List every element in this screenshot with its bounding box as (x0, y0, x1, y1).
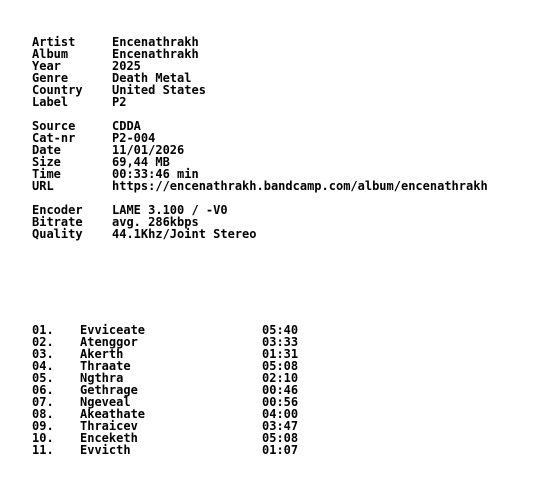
info-value: United States (112, 83, 206, 97)
track-title: Ngthra (80, 371, 124, 385)
tracklist (32, 324, 332, 456)
track-number: 02. (32, 335, 54, 349)
info-row-label (32, 96, 532, 108)
track-duration: 04:00 (262, 407, 299, 421)
track-title: Evvicth (80, 443, 131, 457)
info-row-cat-nr (32, 132, 532, 144)
track-duration: 03:47 (262, 419, 299, 433)
info-row-genre (32, 72, 532, 84)
info-value: P2-004 (112, 131, 156, 145)
info-label: Label (32, 95, 69, 109)
track-number: 05. (32, 371, 54, 385)
info-value: LAME 3.100 / -V0 (112, 203, 228, 217)
info-label: Bitrate (32, 215, 83, 229)
track-title: Evviceate (80, 323, 146, 337)
track-title: Ngeveal (80, 395, 131, 409)
track-title: Gethrage (80, 383, 138, 397)
track-number: 10. (32, 431, 54, 445)
info-row-size (32, 156, 532, 168)
track-title: Enceketh (80, 431, 138, 445)
track-title: Thraicev (80, 419, 138, 433)
info-row-artist (32, 36, 532, 48)
track-number: 08. (32, 407, 54, 421)
info-row-source (32, 120, 532, 132)
track-duration: 00:46 (262, 383, 299, 397)
release-info (32, 36, 532, 240)
info-label: Country (32, 83, 83, 97)
section-spacer (32, 108, 532, 120)
track-duration: 05:08 (262, 431, 299, 445)
track-title: Akeathate (80, 407, 146, 421)
info-value: 00:33:46 min (112, 167, 199, 181)
track-number: 04. (32, 359, 54, 373)
info-label: Time (32, 167, 61, 181)
track-duration: 02:10 (262, 371, 299, 385)
track-duration: 01:07 (262, 443, 299, 457)
info-label: Year (32, 59, 61, 73)
info-label: Size (32, 155, 61, 169)
info-value: 2025 (112, 59, 141, 73)
track-duration: 05:40 (262, 323, 299, 337)
track-duration: 03:33 (262, 335, 299, 349)
info-label: Cat-nr (32, 131, 76, 145)
info-value: avg. 286kbps (112, 215, 199, 229)
track-title: Akerth (80, 347, 124, 361)
info-value: Encenathrakh (112, 35, 199, 49)
info-value: CDDA (112, 119, 141, 133)
info-label: Date (32, 143, 61, 157)
info-label: Artist (32, 35, 76, 49)
info-row-year (32, 60, 532, 72)
info-value: 11/01/2026 (112, 143, 185, 157)
track-title: Thraate (80, 359, 131, 373)
info-label: Quality (32, 227, 83, 241)
track-number: 07. (32, 395, 54, 409)
info-label: URL (32, 179, 54, 193)
track-number: 06. (32, 383, 54, 397)
info-row-album (32, 48, 532, 60)
info-row-bitrate (32, 216, 532, 228)
info-row-quality (32, 228, 532, 240)
info-row-date (32, 144, 532, 156)
info-label: Encoder (32, 203, 83, 217)
info-value: 69,44 MB (112, 155, 170, 169)
info-value: Encenathrakh (112, 47, 199, 61)
section-spacer (32, 192, 532, 204)
info-row-url (32, 180, 532, 192)
info-label: Album (32, 47, 69, 61)
info-label: Genre (32, 71, 69, 85)
info-row-encoder (32, 204, 532, 216)
track-number: 03. (32, 347, 54, 361)
info-label: Source (32, 119, 76, 133)
track-duration: 00:56 (262, 395, 299, 409)
album-url-link[interactable]: https://encenathrakh.bandcamp.com/album/encenathrakh (112, 179, 488, 193)
track-row (32, 444, 332, 456)
track-number: 09. (32, 419, 54, 433)
info-value: Death Metal (112, 71, 192, 85)
info-row-country (32, 84, 532, 96)
info-value: 44.1Khz/Joint Stereo (112, 227, 257, 241)
track-number: 11. (32, 443, 54, 457)
track-number: 01. (32, 323, 54, 337)
track-duration: 05:08 (262, 359, 299, 373)
info-value: P2 (112, 95, 127, 109)
track-title: Atenggor (80, 335, 138, 349)
track-duration: 01:31 (262, 347, 299, 361)
